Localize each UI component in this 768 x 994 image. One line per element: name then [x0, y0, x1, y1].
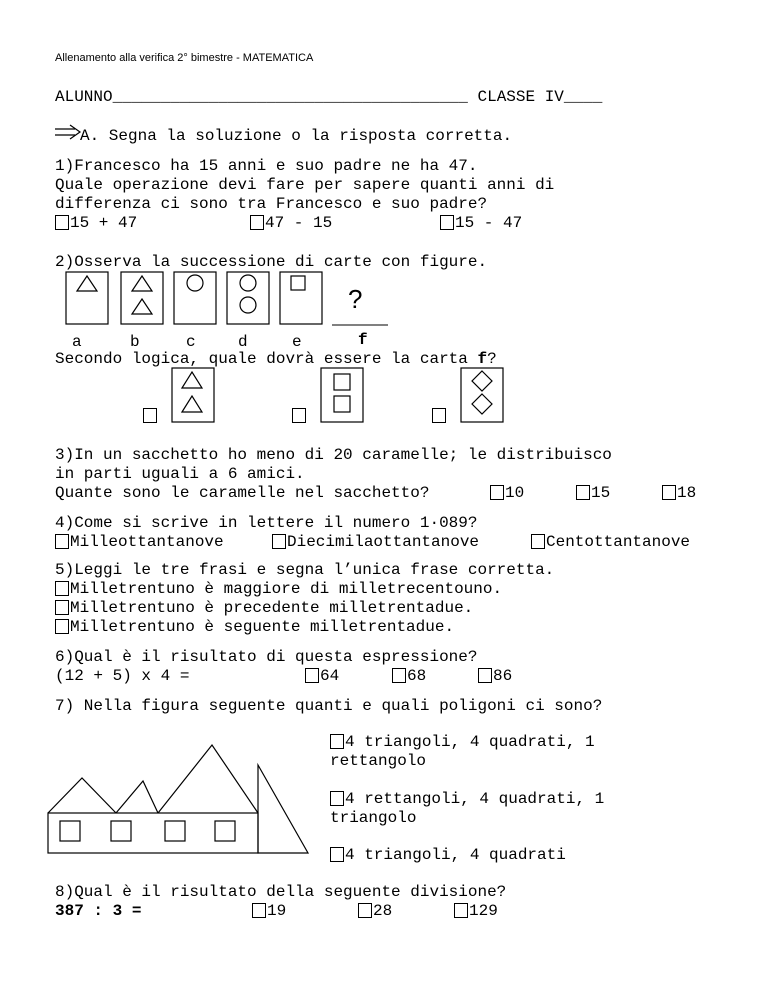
q7-option-2-cont: triangolo — [330, 809, 417, 827]
checkbox[interactable] — [55, 215, 69, 230]
q5-option-2[interactable]: Milletrentuno è precedente milletrentadue. — [55, 599, 473, 618]
card-e — [280, 272, 322, 324]
page-header: Allenamento alla verifica 2° bimestre - MATEMATICA — [55, 52, 314, 64]
card-d — [227, 272, 269, 324]
card-letter-c: c — [186, 333, 196, 351]
checkbox[interactable] — [55, 581, 69, 596]
q8-text: 8)Qual è il risultato della seguente divisione? — [55, 883, 507, 901]
student-line — [55, 88, 602, 107]
student-label: ALUNNO — [55, 88, 113, 106]
q8-option-2[interactable]: 28 — [358, 902, 392, 921]
checkbox[interactable] — [440, 215, 454, 230]
checkbox[interactable] — [330, 847, 344, 862]
arrow-right-icon — [55, 125, 83, 139]
checkbox[interactable] — [250, 215, 264, 230]
class-field[interactable]: ____ — [563, 88, 603, 106]
q1-line2: Quale operazione devi fare per sapere quanti anni di — [55, 176, 555, 194]
section-a-title: A. Segna la soluzione o la risposta corretta. — [80, 127, 513, 145]
q7-option-2[interactable]: 4 rettangoli, 4 quadrati, 1 — [330, 790, 604, 809]
q4-option-1[interactable]: Milleottantanove — [55, 533, 224, 552]
checkbox[interactable] — [330, 791, 344, 806]
card-letter-e: e — [292, 333, 302, 351]
q1-option-2[interactable]: 47 - 15 — [250, 214, 332, 233]
checkbox[interactable] — [454, 903, 468, 918]
q5-option-1[interactable]: Milletrentuno è maggiore di milletrecentouno. — [55, 580, 502, 599]
q3-line3: Quante sono le caramelle nel sacchetto? — [55, 484, 430, 502]
q3-line2: in parti uguali a 6 amici. — [55, 465, 305, 483]
student-name-field[interactable]: _____________________________________ — [112, 88, 468, 106]
q2-option-3-checkbox[interactable] — [432, 408, 446, 423]
checkbox[interactable] — [490, 485, 504, 500]
checkbox[interactable] — [576, 485, 590, 500]
q8-option-1[interactable]: 19 — [252, 902, 286, 921]
q4-option-2[interactable]: Diecimilaottantanove — [272, 533, 479, 552]
q5-text: 5)Leggi le tre frasi e segna l’unica frase corretta. — [55, 561, 555, 579]
q1-line3: differenza ci sono tra Francesco e suo padre? — [55, 195, 488, 213]
q6-option-1[interactable]: 64 — [305, 667, 339, 686]
q3-option-1[interactable]: 10 — [490, 484, 524, 503]
checkbox[interactable] — [531, 534, 545, 549]
checkbox[interactable] — [478, 668, 492, 683]
q7-text: 7) Nella figura seguente quanti e quali poligoni ci sono? — [55, 697, 603, 715]
q3-line1: 3)In un sacchetto ho meno di 20 caramelle; le distribuisco — [55, 446, 612, 464]
q4-option-3[interactable]: Centottantanove — [531, 533, 690, 552]
card-letter-b: b — [130, 333, 140, 351]
q2-option-2-card — [319, 366, 367, 424]
q1-line1: 1)Francesco ha 15 anni e suo padre ne ha 47. — [55, 157, 478, 175]
card-letter-f: f — [358, 331, 368, 349]
q5-option-3[interactable]: Milletrentuno è seguente milletrentadue. — [55, 618, 454, 637]
checkbox[interactable] — [662, 485, 676, 500]
q3-option-3[interactable]: 18 — [662, 484, 696, 503]
q2-option-3-card — [459, 366, 507, 424]
card-a — [66, 272, 108, 324]
q6-text: 6)Qual è il risultato di questa espressione? — [55, 648, 478, 666]
class-label: CLASSE IV — [477, 88, 564, 106]
q7-option-3[interactable]: 4 triangoli, 4 quadrati — [330, 846, 566, 865]
card-b — [121, 272, 163, 324]
checkbox[interactable] — [55, 600, 69, 615]
polygon-figure — [45, 740, 310, 855]
checkbox[interactable] — [252, 903, 266, 918]
checkbox[interactable] — [392, 668, 406, 683]
q6-option-2[interactable]: 68 — [392, 667, 426, 686]
q1-option-3[interactable]: 15 - 47 — [440, 214, 522, 233]
q7-option-1[interactable]: 4 triangoli, 4 quadrati, 1 — [330, 733, 595, 752]
checkbox[interactable] — [358, 903, 372, 918]
q2-text: 2)Osserva la successione di carte con figure. — [55, 253, 488, 271]
card-c — [174, 272, 216, 324]
checkbox[interactable] — [55, 534, 69, 549]
checkbox[interactable] — [305, 668, 319, 683]
q2-question: Secondo logica, quale dovrà essere la carta f? — [55, 350, 497, 368]
card-letter-d: d — [238, 333, 248, 351]
q2-option-1-card — [170, 366, 218, 424]
unknown-card-mark: ? — [348, 284, 363, 314]
q2-option-1-checkbox[interactable] — [143, 408, 157, 423]
q6-expression: (12 + 5) x 4 = — [55, 667, 190, 685]
q4-text: 4)Come si scrive in lettere il numero 1·089? — [55, 514, 478, 532]
q8-option-3[interactable]: 129 — [454, 902, 498, 921]
checkbox[interactable] — [330, 734, 344, 749]
card-letter-a: a — [72, 333, 82, 351]
q6-option-3[interactable]: 86 — [478, 667, 512, 686]
checkbox[interactable] — [55, 619, 69, 634]
q7-option-1-cont: rettangolo — [330, 752, 427, 770]
q3-option-2[interactable]: 15 — [576, 484, 610, 503]
q2-option-2-checkbox[interactable] — [292, 408, 306, 423]
q1-option-1[interactable]: 15 + 47 — [55, 214, 137, 233]
checkbox[interactable] — [272, 534, 286, 549]
q8-expression: 387 : 3 = — [55, 902, 142, 920]
